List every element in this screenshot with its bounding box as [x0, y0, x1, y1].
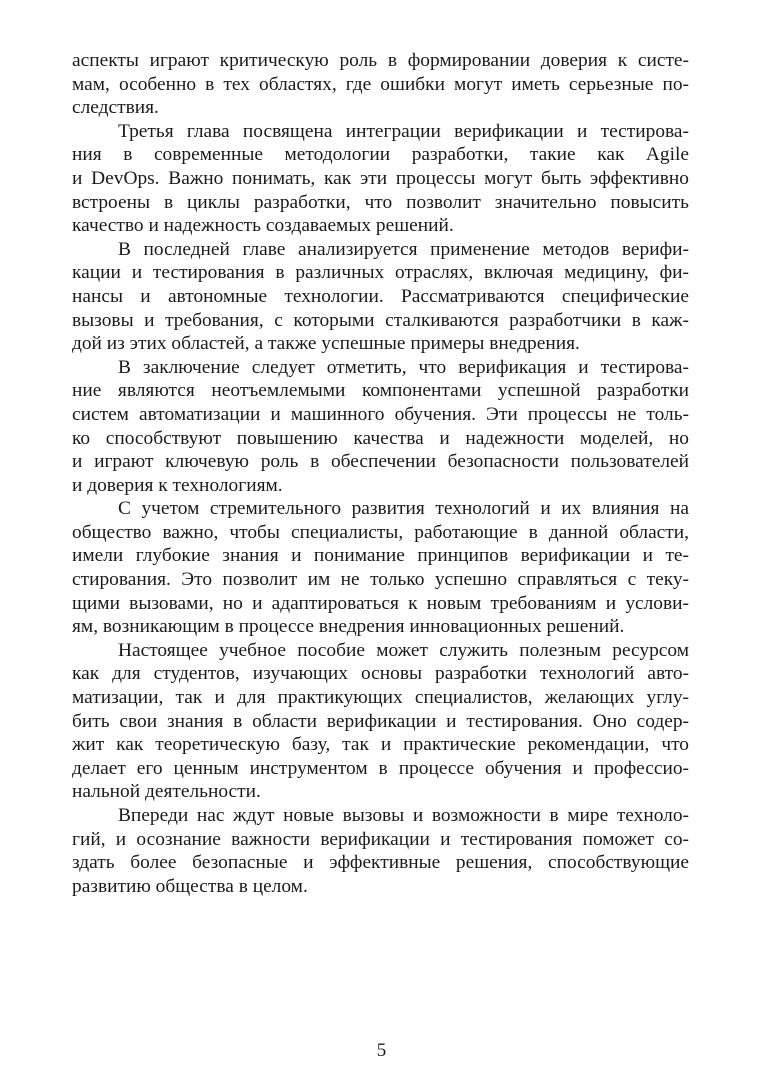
- paragraph-2: [72, 120, 689, 238]
- text-line: делает его ценным инструментом в процессе обучения и профессио-: [72, 757, 689, 779]
- text-line: ния в современные методологии разработки, такие как Agile: [72, 144, 689, 166]
- paragraph-7: [72, 804, 689, 898]
- text-line: общество важно, чтобы специалисты, работающие в данной области,: [72, 521, 689, 543]
- text-line: нальной деятельности.: [72, 781, 261, 803]
- text-line: Впереди нас ждут новые вызовы и возможности в мире техноло-: [118, 805, 689, 826]
- text-line: матизации, так и для практикующих специалистов, желающих углу-: [72, 687, 689, 709]
- paragraph-1: [72, 49, 689, 120]
- paragraph-4: [72, 356, 689, 498]
- paragraph-5: [72, 497, 689, 639]
- page-body: [72, 49, 689, 898]
- paragraph-3: [72, 238, 689, 356]
- page-number: 5: [376, 1040, 387, 1061]
- text-line: В последней главе анализируется применение методов верифи-: [118, 238, 689, 260]
- paragraph-6: [72, 639, 689, 804]
- text-line: качество и надежность создаваемых решений.: [72, 215, 454, 237]
- text-line: стирования. Это позволит им не только успешно справляться с теку-: [72, 569, 689, 591]
- text-line: В заключение следует отметить, что верификация и тестирова-: [118, 356, 689, 378]
- text-line: дой из этих областей, а также успешные примеры внедрения.: [72, 333, 580, 355]
- text-line: и играют ключевую роль в обеспечении безопасности пользователей: [72, 451, 689, 473]
- text-line: гий, и осознание важности верификации и тестирования поможет со-: [72, 828, 689, 850]
- text-line: как для студентов, изучающих основы разработки технологий авто-: [72, 663, 689, 685]
- text-line: С учетом стремительного развития технологий и их влияния на: [118, 498, 689, 520]
- text-line: ние являются неотъемлемыми компонентами успешной разработки: [72, 380, 689, 402]
- text-line: Третья глава посвящена интеграции верификации и тестирова-: [118, 120, 689, 142]
- text-line: систем автоматизации и машинного обучения. Эти процессы не толь-: [72, 403, 689, 425]
- text-line: мам, особенно в тех областях, где ошибки могут иметь серьезные по-: [72, 73, 689, 95]
- text-line: здать более безопасные и эффективные решения, способствующие: [72, 852, 689, 874]
- text-line: встроены в циклы разработки, что позволит значительно повысить: [72, 191, 689, 213]
- text-line: кации и тестирования в различных отраслях, включая медицину, фи-: [72, 262, 689, 284]
- text-line: имели глубокие знания и понимание принципов верификации и те-: [72, 545, 689, 567]
- text-line: Настоящее учебное пособие может служить полезным ресурсом: [118, 639, 689, 661]
- text-line: аспекты играют критическую роль в формировании доверия к систе-: [72, 50, 689, 71]
- text-line: бить свои знания в области верификации и тестирования. Оно содер-: [72, 710, 689, 732]
- text-line: вызовы и требования, с которыми сталкиваются разработчики в каж-: [72, 309, 689, 331]
- text-line: нансы и автономные технологии. Рассматриваются специфические: [72, 285, 689, 307]
- text-line: ко способствуют повышению качества и надежности моделей, но: [72, 427, 689, 449]
- text-line: жит как теоретическую базу, так и практические рекомендации, что: [72, 734, 689, 756]
- text-line: следствия.: [72, 97, 159, 119]
- text-line: ям, возникающим в процессе внедрения инновационных решений.: [72, 616, 625, 638]
- text-line: и DevOps. Важно понимать, как эти процессы могут быть эффективно: [72, 167, 689, 189]
- text-line: развитию общества в целом.: [72, 875, 308, 897]
- text-line: и доверия к технологиям.: [72, 474, 283, 496]
- text-line: щими вызовами, но и адаптироваться к новым требованиям и услови-: [72, 592, 689, 614]
